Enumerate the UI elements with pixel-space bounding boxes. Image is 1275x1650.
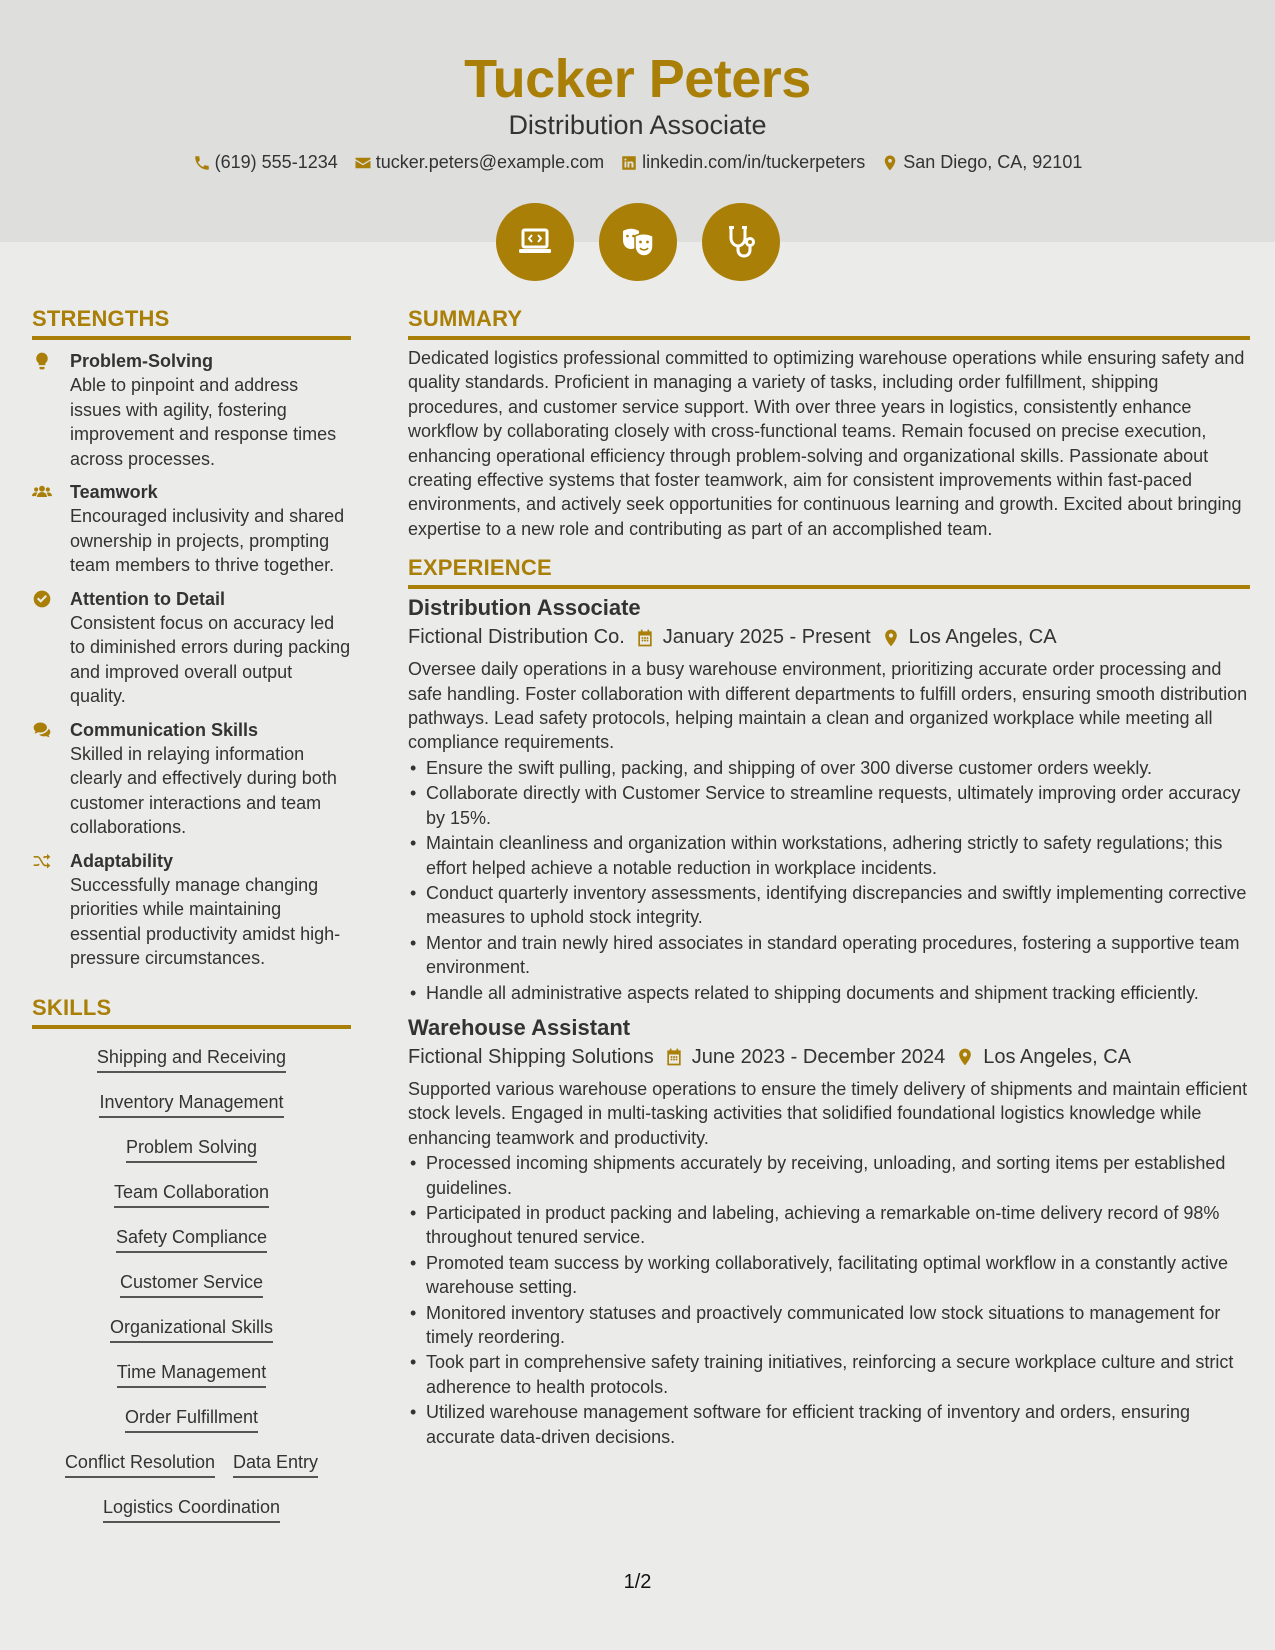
users-icon [32, 482, 52, 502]
job-bullets [408, 1151, 1250, 1449]
map-marker-icon [881, 154, 899, 172]
shuffle-icon [32, 851, 52, 871]
check-circle-icon [32, 589, 52, 609]
email-text: tucker.peters@example.com [375, 152, 605, 172]
calendar-icon [635, 628, 655, 648]
skill-tag: Customer Service [120, 1270, 263, 1298]
strength-name: Teamwork [70, 482, 158, 502]
strength-item [32, 718, 351, 840]
envelope-icon [354, 154, 372, 172]
skill-tag: Safety Compliance [116, 1225, 267, 1253]
left-column [32, 306, 351, 1523]
strength-desc: Successfully manage changing priorities while maintaining essential productivity amidst high-pressure circumstances. [70, 874, 341, 968]
job-bullet: • Participated in product packing and labeling, achieving a remarkable on-time delivery record of 98% throughout tenured service. [408, 1201, 1250, 1250]
interest-circle-coding [496, 203, 574, 281]
job-bullet: • Maintain cleanliness and organization within workstations, adhering strictly to safety regulations; this effort helped achieve a notable reduction in workplace incidents. [408, 831, 1250, 880]
phone-icon [193, 154, 211, 172]
strength-item [32, 349, 351, 471]
job-bullet: • Utilized warehouse management software for efficient tracking of inventory and orders, ensuring accurate data-driven decisions. [408, 1400, 1250, 1449]
skill-tag: Time Management [117, 1360, 266, 1388]
job-title: Warehouse Assistant [408, 1014, 631, 1040]
strength-item [32, 587, 351, 709]
linkedin-text: linkedin.com/in/tuckerpeters [642, 152, 866, 172]
job-title: Distribution Associate [408, 595, 641, 621]
job-description: Oversee daily operations in a busy warehouse environment, prioritizing accurate order processing and safe handling. Foster collaboration with different departments to fulfill orders, ensuring smooth distribution pathways. Lead safety protocols, helping maintain a clean and organized workplace while meeting all compliance requirements. [408, 659, 1248, 753]
map-marker-icon [955, 1047, 975, 1067]
job-meta [408, 626, 1250, 649]
experience-heading: EXPERIENCE [408, 555, 1250, 589]
calendar-icon [664, 1047, 684, 1067]
location-text: San Diego, CA, 92101 [903, 152, 1083, 172]
strength-item [32, 849, 351, 971]
strength-item [32, 480, 351, 578]
job-bullet: • Processed incoming shipments accurately by receiving, unloading, and sorting items per established guidelines. [408, 1151, 1250, 1200]
job-bullet: • Handle all administrative aspects related to shipping documents and shipment tracking efficiently. [408, 981, 1250, 1005]
skill-tag: Organizational Skills [110, 1315, 273, 1343]
summary-heading: SUMMARY [408, 306, 1250, 340]
strengths-heading: STRENGTHS [32, 306, 351, 340]
contact-email[interactable] [354, 152, 604, 173]
contact-phone[interactable] [193, 152, 338, 173]
contact-location [881, 152, 1082, 173]
stethoscope-icon [721, 222, 761, 262]
job-bullet: • Collaborate directly with Customer Service to streamline requests, ultimately improving order accuracy by 15%. [408, 781, 1250, 830]
skill-tag: Shipping and Receiving [97, 1045, 286, 1073]
page-number: 1/2 [623, 1571, 652, 1593]
candidate-name: Tucker Peters [464, 49, 811, 109]
job-company: Fictional Distribution Co. [408, 626, 625, 649]
skill-tag: Logistics Coordination [103, 1495, 280, 1523]
map-marker-icon [881, 628, 901, 648]
strength-desc: Encouraged inclusivity and shared ownership in projects, prompting team members to thrive together. [70, 506, 345, 575]
skill-tag: Data Entry [233, 1450, 318, 1478]
job-entry [408, 1015, 1250, 1449]
interest-circle-medical [702, 203, 780, 281]
skill-tag: Problem Solving [126, 1135, 257, 1163]
job-company: Fictional Shipping Solutions [408, 1045, 654, 1068]
job-bullet: • Ensure the swift pulling, packing, and shipping of over 300 diverse customer orders weekly. [408, 756, 1250, 780]
skill-tag: Team Collaboration [114, 1180, 269, 1208]
job-bullet: • Monitored inventory statuses and proactively communicated low stock situations to management for timely reordering. [408, 1301, 1250, 1350]
job-dates: January 2025 - Present [662, 626, 871, 649]
strength-desc: Skilled in relaying information clearly and effectively during both customer interactions and team collaborations. [70, 743, 337, 837]
skill-tag: Conflict Resolution [65, 1450, 215, 1478]
strength-desc: Consistent focus on accuracy led to diminished errors during packing and improved overall output quality. [70, 612, 351, 706]
job-entry [408, 595, 1250, 1005]
skills-list [32, 1045, 351, 1523]
interest-icons [0, 203, 1275, 281]
job-location: Los Angeles, CA [983, 1045, 1132, 1068]
job-bullet: • Took part in comprehensive safety training initiatives, reinforcing a secure workplace culture and strict adherence to health protocols. [408, 1350, 1250, 1399]
phone-text: (619) 555-1234 [214, 152, 338, 172]
job-meta [408, 1046, 1250, 1069]
comments-icon [32, 720, 52, 740]
skills-heading: SKILLS [32, 995, 351, 1029]
job-bullet: • Mentor and train newly hired associates in standard operating procedures, fostering a supportive team environment. [408, 931, 1250, 980]
job-location: Los Angeles, CA [908, 626, 1057, 649]
candidate-title: Distribution Associate [508, 110, 767, 140]
strength-desc: Able to pinpoint and address issues with agility, fostering improvement and response times across processes. [70, 375, 337, 469]
skill-tag: Order Fulfillment [125, 1405, 258, 1433]
interest-circle-theater [599, 203, 677, 281]
job-bullets [408, 756, 1250, 1005]
strength-name: Problem-Solving [70, 351, 214, 371]
strength-name: Attention to Detail [70, 588, 225, 609]
linkedin-icon [620, 154, 638, 172]
job-description: Supported various warehouse operations to ensure the timely delivery of shipments and maintain efficient stock levels. Engaged in multi-tasking activities that solidified foundational logistics knowledge while enhancing teamwork and productivity. [408, 1078, 1248, 1148]
right-column [408, 306, 1250, 1449]
summary-text: Dedicated logistics professional committed to optimizing warehouse operations while ensuring safety and quality standards. Proficient in managing a variety of tasks, including order fulfillment, shipping procedures, and customer service support. With over three years in logistics, consistently enhance workflow by collaborating closely with cross-functional teams. Remain focused on precise execution, enhancing operational efficiency through problem-solving and organizational skills. Passionate about creating effective systems that foster teamwork, aim for consistent improvements within fast-paced environments, and actively seek opportunities for continuous learning and growth. Excited about bringing expertise to a new role and contributing as part of an accomplished team. [408, 348, 1245, 539]
contact-linkedin[interactable] [620, 152, 865, 173]
laptop-code-icon [515, 222, 555, 262]
strength-name: Communication Skills [70, 719, 259, 740]
contact-bar [0, 152, 1275, 173]
strength-name: Adaptability [70, 850, 174, 871]
job-bullet: • Conduct quarterly inventory assessments, identifying discrepancies and swiftly implementing corrective measures to uphold stock integrity. [408, 881, 1250, 930]
job-dates: June 2023 - December 2024 [691, 1045, 946, 1068]
theater-masks-icon [618, 222, 658, 262]
lightbulb-icon [32, 351, 52, 371]
skill-tag: Inventory Management [99, 1090, 283, 1118]
job-bullet: • Promoted team success by working collaboratively, facilitating optimal workflow in a constantly active warehouse setting. [408, 1251, 1250, 1300]
